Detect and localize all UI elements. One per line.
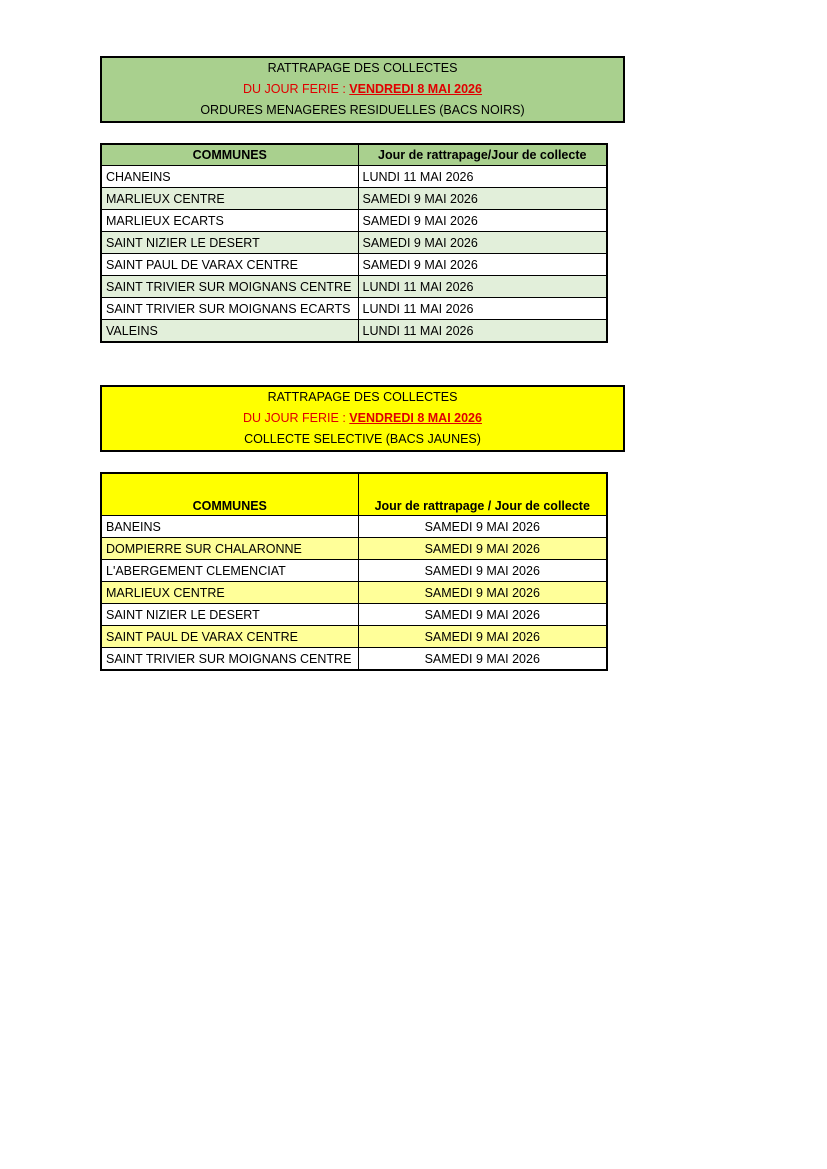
date-cell: SAMEDI 9 MAI 2026	[358, 560, 607, 582]
banner-holiday-prefix: DU JOUR FERIE :	[243, 82, 350, 96]
table-row	[101, 604, 607, 626]
commune-cell: CHANEINS	[101, 166, 358, 188]
date-cell: SAMEDI 9 MAI 2026	[358, 538, 607, 560]
banner-subtitle: COLLECTE SELECTIVE (BACS JAUNES)	[244, 432, 481, 446]
commune-cell: SAINT PAUL DE VARAX CENTRE	[101, 254, 358, 276]
header-communes: COMMUNES	[101, 473, 358, 516]
table-row	[101, 538, 607, 560]
banner-collecte-selective	[100, 385, 625, 452]
commune-cell: SAINT TRIVIER SUR MOIGNANS CENTRE	[101, 276, 358, 298]
table-collecte-selective	[100, 472, 608, 671]
table-row	[101, 320, 607, 343]
table-row	[101, 210, 607, 232]
commune-cell: L'ABERGEMENT CLEMENCIAT	[101, 560, 358, 582]
commune-cell: BANEINS	[101, 516, 358, 538]
date-cell: LUNDI 11 MAI 2026	[358, 320, 607, 343]
table-row	[101, 626, 607, 648]
date-cell: SAMEDI 9 MAI 2026	[358, 188, 607, 210]
banner-holiday-date: VENDREDI 8 MAI 2026	[349, 82, 482, 96]
table-row	[101, 254, 607, 276]
table-header-row	[101, 144, 607, 166]
commune-cell: DOMPIERRE SUR CHALARONNE	[101, 538, 358, 560]
date-cell: LUNDI 11 MAI 2026	[358, 276, 607, 298]
table-ordures-menageres	[100, 143, 608, 343]
table-row	[101, 166, 607, 188]
date-cell: SAMEDI 9 MAI 2026	[358, 648, 607, 671]
commune-cell: MARLIEUX CENTRE	[101, 582, 358, 604]
banner-subtitle: ORDURES MENAGERES RESIDUELLES (BACS NOIRS)	[200, 103, 525, 117]
header-jour-rattrapage: Jour de rattrapage / Jour de collecte	[358, 473, 607, 516]
date-cell: SAMEDI 9 MAI 2026	[358, 626, 607, 648]
commune-cell: MARLIEUX CENTRE	[101, 188, 358, 210]
date-cell: SAMEDI 9 MAI 2026	[358, 232, 607, 254]
banner-holiday-prefix: DU JOUR FERIE :	[243, 411, 350, 425]
commune-cell: VALEINS	[101, 320, 358, 343]
table-row	[101, 298, 607, 320]
date-cell: LUNDI 11 MAI 2026	[358, 166, 607, 188]
header-communes: COMMUNES	[101, 144, 358, 166]
date-cell: SAMEDI 9 MAI 2026	[358, 516, 607, 538]
table-row	[101, 582, 607, 604]
banner-ordures-menageres	[100, 56, 625, 123]
table-row	[101, 560, 607, 582]
table-row	[101, 276, 607, 298]
table-row	[101, 648, 607, 671]
commune-cell: SAINT TRIVIER SUR MOIGNANS ECARTS	[101, 298, 358, 320]
commune-cell: SAINT TRIVIER SUR MOIGNANS CENTRE	[101, 648, 358, 671]
commune-cell: SAINT NIZIER LE DESERT	[101, 604, 358, 626]
date-cell: SAMEDI 9 MAI 2026	[358, 604, 607, 626]
table-row	[101, 232, 607, 254]
banner-title: RATTRAPAGE DES COLLECTES	[267, 61, 458, 75]
commune-cell: SAINT PAUL DE VARAX CENTRE	[101, 626, 358, 648]
banner-holiday-date: VENDREDI 8 MAI 2026	[349, 411, 482, 425]
date-cell: SAMEDI 9 MAI 2026	[358, 210, 607, 232]
banner-title: RATTRAPAGE DES COLLECTES	[267, 390, 458, 404]
table-header-row	[101, 473, 607, 516]
date-cell: LUNDI 11 MAI 2026	[358, 298, 607, 320]
table-row	[101, 188, 607, 210]
commune-cell: MARLIEUX ECARTS	[101, 210, 358, 232]
date-cell: SAMEDI 9 MAI 2026	[358, 254, 607, 276]
date-cell: SAMEDI 9 MAI 2026	[358, 582, 607, 604]
commune-cell: SAINT NIZIER LE DESERT	[101, 232, 358, 254]
banner-holiday-line	[102, 408, 623, 429]
banner-holiday-line	[102, 79, 623, 100]
header-jour-rattrapage: Jour de rattrapage/Jour de collecte	[358, 144, 607, 166]
table-row	[101, 516, 607, 538]
